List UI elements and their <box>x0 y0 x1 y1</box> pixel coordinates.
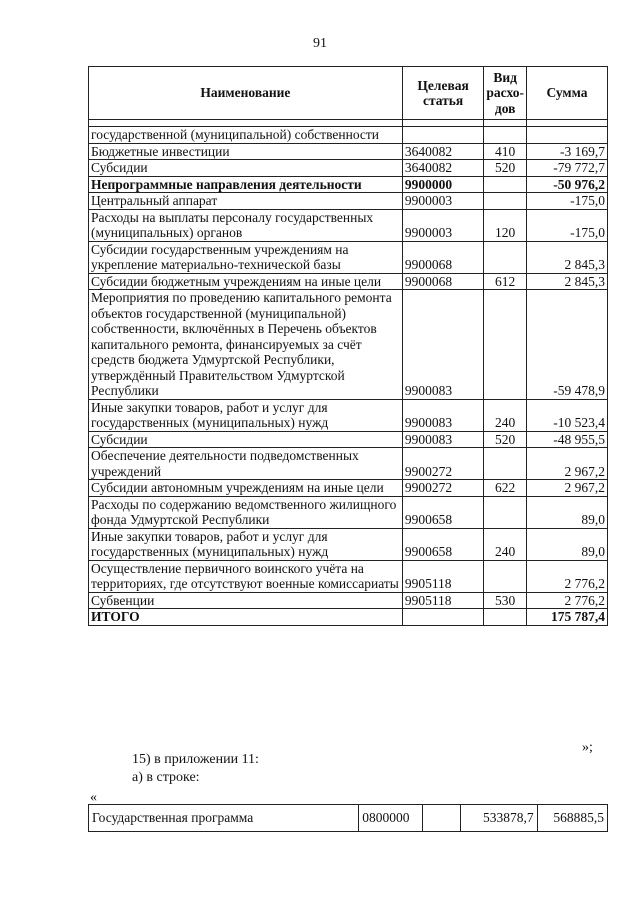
row-target: 9900083 <box>402 431 484 448</box>
closing-quote: »; <box>582 740 593 755</box>
row-target: 9900272 <box>402 480 484 497</box>
header-sum: Сумма <box>526 67 607 120</box>
row-target: 9900068 <box>402 241 484 273</box>
program-name: Государственная программа <box>89 805 359 832</box>
row-kind <box>484 127 527 144</box>
table-header-row <box>89 67 608 120</box>
table-row <box>89 193 608 210</box>
row-kind: 120 <box>484 209 527 241</box>
row-kind <box>484 193 527 210</box>
table-row <box>89 448 608 480</box>
row-sum: 2 776,2 <box>526 560 607 592</box>
program-kind <box>423 805 461 832</box>
row-name: Субсидии государственным учреждениям на укрепление материально-технической базы <box>89 241 403 273</box>
row-kind: 240 <box>484 528 527 560</box>
page-number: 91 <box>313 36 327 51</box>
row-kind: 520 <box>484 431 527 448</box>
table-row <box>89 592 608 609</box>
row-name: Расходы на выплаты персоналу государственных (муниципальных) органов <box>89 209 403 241</box>
paragraph-a: а) в строке: <box>132 770 200 785</box>
row-target: 9900272 <box>402 448 484 480</box>
table-row <box>89 127 608 144</box>
row-sum: -10 523,4 <box>526 399 607 431</box>
table-row <box>89 480 608 497</box>
table-row <box>89 241 608 273</box>
row-name: Иные закупки товаров, работ и услуг для государственных (муниципальных) нужд <box>89 399 403 431</box>
row-target: 9900083 <box>402 290 484 400</box>
row-name: Осуществление первичного воинского учёта на территориях, где отсутствуют военные комиссариаты <box>89 560 403 592</box>
row-target <box>402 609 484 626</box>
row-kind: 530 <box>484 592 527 609</box>
row-name: Иные закупки товаров, работ и услуг для государственных (муниципальных) нужд <box>89 528 403 560</box>
table-row <box>89 560 608 592</box>
program-code: 0800000 <box>359 805 423 832</box>
row-name: государственной (муниципальной) собственности <box>89 127 403 144</box>
row-kind <box>484 560 527 592</box>
row-name: Субсидии бюджетным учреждениям на иные цели <box>89 273 403 290</box>
row-name: Мероприятия по проведению капитального ремонта объектов государственной (муниципальной) собственности, включённых в Перечень объектов капитального ремонта, финансируемых за счёт средств бюджета Удмуртской Республики, утверждённый Правительством Удмуртской Республики <box>89 290 403 400</box>
row-name: Непрограммные направления деятельности <box>89 176 403 193</box>
program-table <box>88 804 608 832</box>
row-sum: -59 478,9 <box>526 290 607 400</box>
row-target: 9905118 <box>402 560 484 592</box>
row-kind <box>484 609 527 626</box>
row-sum: 175 787,4 <box>526 609 607 626</box>
row-kind <box>484 448 527 480</box>
row-kind <box>484 176 527 193</box>
spacer-row <box>89 120 608 127</box>
row-sum: -175,0 <box>526 193 607 210</box>
row-name: ИТОГО <box>89 609 403 626</box>
row-kind <box>484 290 527 400</box>
row-target: 9900658 <box>402 528 484 560</box>
row-sum: -79 772,7 <box>526 160 607 177</box>
row-target: 9900658 <box>402 496 484 528</box>
row-target: 9900083 <box>402 399 484 431</box>
row-name: Субсидии автономным учреждениям на иные цели <box>89 480 403 497</box>
row-target: 9900068 <box>402 273 484 290</box>
table-row <box>89 143 608 160</box>
table-row <box>89 496 608 528</box>
row-sum: 2 845,3 <box>526 241 607 273</box>
row-name: Субсидии <box>89 431 403 448</box>
header-target: Целевая статья <box>402 67 484 120</box>
table-row <box>89 160 608 177</box>
table-row <box>89 805 608 832</box>
row-sum: 2 776,2 <box>526 592 607 609</box>
table-row <box>89 528 608 560</box>
row-name: Расходы по содержанию ведомственного жилищного фонда Удмуртской Республики <box>89 496 403 528</box>
row-target: 9900003 <box>402 193 484 210</box>
header-kind: Вид расхо-дов <box>484 67 527 120</box>
row-sum: 2 967,2 <box>526 480 607 497</box>
row-sum: -50 976,2 <box>526 176 607 193</box>
opening-quote: « <box>90 790 97 805</box>
row-name: Бюджетные инвестиции <box>89 143 403 160</box>
row-sum <box>526 127 607 144</box>
budget-table <box>88 66 608 626</box>
program-sum-1: 533878,7 <box>461 805 537 832</box>
row-target: 3640082 <box>402 143 484 160</box>
header-name: Наименование <box>89 67 403 120</box>
row-target <box>402 127 484 144</box>
table-row <box>89 399 608 431</box>
row-kind: 622 <box>484 480 527 497</box>
row-name: Центральный аппарат <box>89 193 403 210</box>
table-row <box>89 609 608 626</box>
paragraph-15: 15) в приложении 11: <box>132 752 259 767</box>
row-target: 9905118 <box>402 592 484 609</box>
table-row <box>89 431 608 448</box>
row-name: Субвенции <box>89 592 403 609</box>
row-sum: -175,0 <box>526 209 607 241</box>
row-name: Субсидии <box>89 160 403 177</box>
table-row <box>89 290 608 400</box>
row-kind: 410 <box>484 143 527 160</box>
table-row <box>89 209 608 241</box>
row-sum: -48 955,5 <box>526 431 607 448</box>
row-kind: 520 <box>484 160 527 177</box>
row-sum: 89,0 <box>526 528 607 560</box>
table-row <box>89 176 608 193</box>
row-target: 9900003 <box>402 209 484 241</box>
program-sum-2: 568885,5 <box>537 805 607 832</box>
row-target: 3640082 <box>402 160 484 177</box>
row-kind: 612 <box>484 273 527 290</box>
row-kind: 240 <box>484 399 527 431</box>
row-target: 9900000 <box>402 176 484 193</box>
table-row <box>89 273 608 290</box>
row-sum: 2 845,3 <box>526 273 607 290</box>
row-name: Обеспечение деятельности подведомственных учреждений <box>89 448 403 480</box>
row-kind <box>484 496 527 528</box>
row-kind <box>484 241 527 273</box>
row-sum: -3 169,7 <box>526 143 607 160</box>
row-sum: 2 967,2 <box>526 448 607 480</box>
row-sum: 89,0 <box>526 496 607 528</box>
